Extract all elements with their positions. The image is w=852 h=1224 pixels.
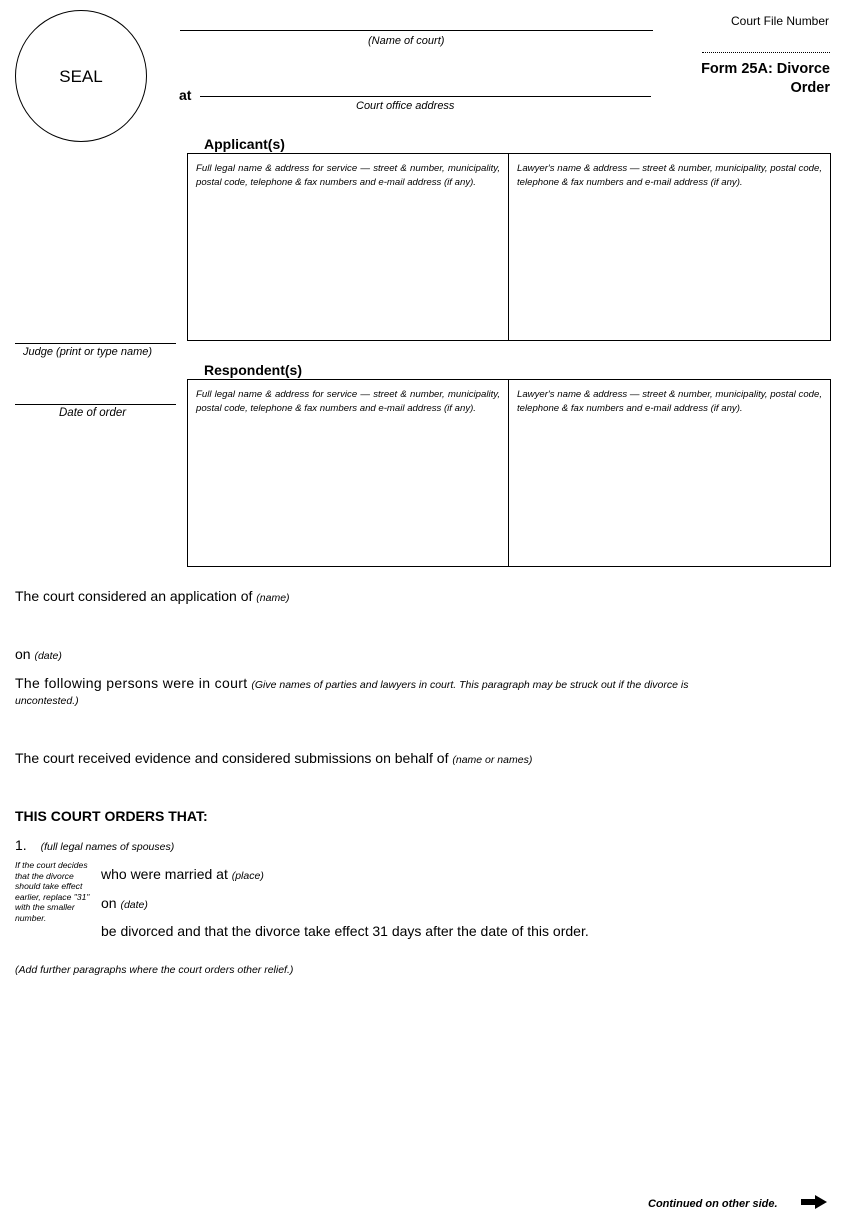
applicant-address-cell[interactable]: Full legal name & address for service — street & number, municipality, postal code, telephone & fax numbers and e-mail address (if any). <box>196 163 500 188</box>
married-hint: (place) <box>231 870 264 882</box>
orders-heading: THIS COURT ORDERS THAT: <box>15 808 208 824</box>
persons-text: The following persons were in court <box>15 675 248 691</box>
court-office-caption: Court office address <box>356 100 455 112</box>
persons-paragraph[interactable] <box>15 674 832 695</box>
persons-hint-line2: uncontested.) <box>15 695 79 707</box>
considered-hint: (name) <box>256 592 290 604</box>
applicants-heading: Applicant(s) <box>204 136 285 152</box>
respondent-lawyer-cell[interactable]: Lawyer's name & address — street & number, municipality, postal code, telephone & fax numbers and e-mail address (if any). <box>517 389 822 414</box>
item1-number: 1. <box>15 837 27 853</box>
court-office-address-line[interactable] <box>200 96 651 97</box>
divorced-line: be divorced and that the divorce take effect 31 days after the date of this order. <box>101 923 589 939</box>
judge-caption: Judge (print or type name) <box>23 346 153 358</box>
on-text: on <box>15 646 31 662</box>
judge-name-line[interactable] <box>15 343 176 344</box>
persons-hint-line1: (Give names of parties and lawyers in court. This paragraph may be struck out if the divorce is <box>251 679 689 691</box>
married-on-text: on <box>101 895 117 911</box>
evidence-hint: (name or names) <box>452 754 533 766</box>
court-file-number-label: Court File Number <box>731 14 830 28</box>
date-of-order-caption: Date of order <box>59 407 127 419</box>
evidence-text: The court received evidence and considered submissions on behalf of <box>15 750 449 766</box>
court-name-caption: (Name of court) <box>368 35 445 47</box>
continued-text: Continued on other side. <box>648 1198 778 1210</box>
form-title-line1: Form 25A: Divorce <box>701 61 830 77</box>
respondents-heading: Respondent(s) <box>204 362 302 378</box>
court-name-line[interactable] <box>180 30 653 31</box>
considered-paragraph[interactable] <box>15 588 290 604</box>
form-title-line2: Order <box>790 80 830 96</box>
married-on-hint: (date) <box>120 899 148 911</box>
married-text: who were married at <box>101 866 228 882</box>
item1-hint: (full legal names of spouses) <box>40 841 175 853</box>
further-paragraphs-hint: (Add further paragraphs where the court orders other relief.) <box>15 964 294 976</box>
married-at-line[interactable] <box>101 866 264 882</box>
respondent-address-cell[interactable]: Full legal name & address for service — street & number, municipality, postal code, telephone & fax numbers and e-mail address (if any). <box>196 389 500 414</box>
considered-text: The court considered an application of <box>15 588 253 604</box>
court-file-number-field[interactable] <box>702 52 830 53</box>
applicant-lawyer-cell[interactable]: Lawyer's name & address — street & number, municipality, postal code, telephone & fax numbers and e-mail address (if any). <box>517 163 822 188</box>
at-label: at <box>179 87 192 103</box>
order-item-1[interactable] <box>15 837 174 853</box>
evidence-paragraph[interactable] <box>15 750 532 766</box>
seal-label: SEAL <box>59 67 103 86</box>
margin-note: If the court decides that the divorce should take effect earlier, replace "31" with the smaller number. <box>15 860 90 923</box>
arrow-right-icon <box>801 1195 827 1209</box>
on-hint: (date) <box>34 650 62 662</box>
applicants-table <box>187 153 831 341</box>
on-date-paragraph[interactable] <box>15 646 62 662</box>
respondents-table <box>187 379 831 567</box>
date-of-order-line[interactable] <box>15 404 176 405</box>
seal-circle <box>15 10 147 142</box>
married-on-line[interactable] <box>101 895 148 911</box>
